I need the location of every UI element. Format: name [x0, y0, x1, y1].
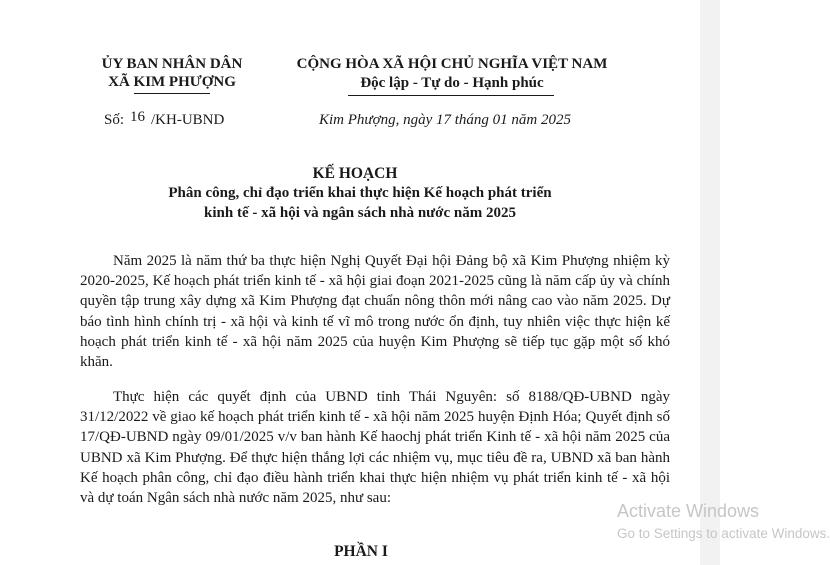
agency-underline — [134, 93, 210, 94]
national-motto: Độc lập - Tự do - Hạnh phúc — [360, 75, 544, 91]
document-number — [104, 109, 225, 129]
watermark-line2: Go to Settings to activate Windows. — [617, 526, 830, 541]
agency-name-line1: ỦY BAN NHÂN DÂN — [101, 56, 243, 72]
body-paragraph-1: Năm 2025 là năm thứ ba thực hiện Nghị Quyết Đại hội Đảng bộ xã Kim Phượng nhiệm kỳ 2020-2025, Kế hoạch phát triển kinh tế - xã hội giai đoạn 2021-2025 cũng là năm cấp ủy và chính quyền tập trung xây dựng xã Kim Phượng đạt chuẩn nông thôn mới nâng cao vào năm 2025. Dự báo tình hình chính trị - xã hội và kinh tế vĩ mô trong nước ổn định, tuy nhiên việc thực hiện kế hoạch phát triển kinh tế - xã hội năm 2025 của huyện Kim Phượng sẽ tiếp tục gặp một số khó khăn. — [80, 253, 670, 371]
watermark-line1: Activate Windows — [617, 501, 760, 521]
motto-underline — [348, 95, 554, 96]
agency-name-line2: XÃ KIM PHƯỢNG — [108, 74, 236, 90]
document-subtitle-line2: kinh tế - xã hội và ngân sách nhà nước năm 2025 — [204, 205, 516, 221]
body-paragraph-2: Thực hiện các quyết định của UBND tỉnh Thái Nguyên: số 8188/QĐ-UBND ngày 31/12/2022 về giao kế hoạch phát triển kinh tế - xã hội năm 2025 huyện Định Hóa; Quyết định số 17/QĐ-UBND ngày 09/01/2025 v/v ban hành Kế haochj phát triển Kinh tế - xã hội năm 2025 của UBND xã Kim Phượng. Để thực hiện thắng lợi các nhiệm vụ, mục tiêu đề ra, UBND xã ban hành Kế hoạch phân công, chỉ đạo điều hành triển khai thực hiện nhiệm vụ phát triển kinh tế - xã hội và dự toán Ngân sách nhà nước năm 2025, như sau: — [80, 389, 670, 507]
document-number-suffix: /KH-UBND — [151, 112, 225, 128]
part-heading: PHẦN I — [334, 543, 388, 560]
national-title: CỘNG HÒA XÃ HỘI CHỦ NGHĨA VIỆT NAM — [296, 56, 608, 72]
window-edge-strip — [700, 0, 720, 565]
place-date: Kim Phượng, ngày 17 tháng 01 năm 2025 — [319, 112, 572, 128]
activation-watermark — [617, 499, 830, 545]
document-title: KẾ HOẠCH — [312, 165, 398, 182]
document-number-value: 16 — [130, 109, 146, 125]
document-subtitle-line1: Phân công, chỉ đạo triển khai thực hiện Kế hoạch phát triển — [168, 185, 552, 201]
document-number-prefix: Số: — [104, 112, 125, 128]
